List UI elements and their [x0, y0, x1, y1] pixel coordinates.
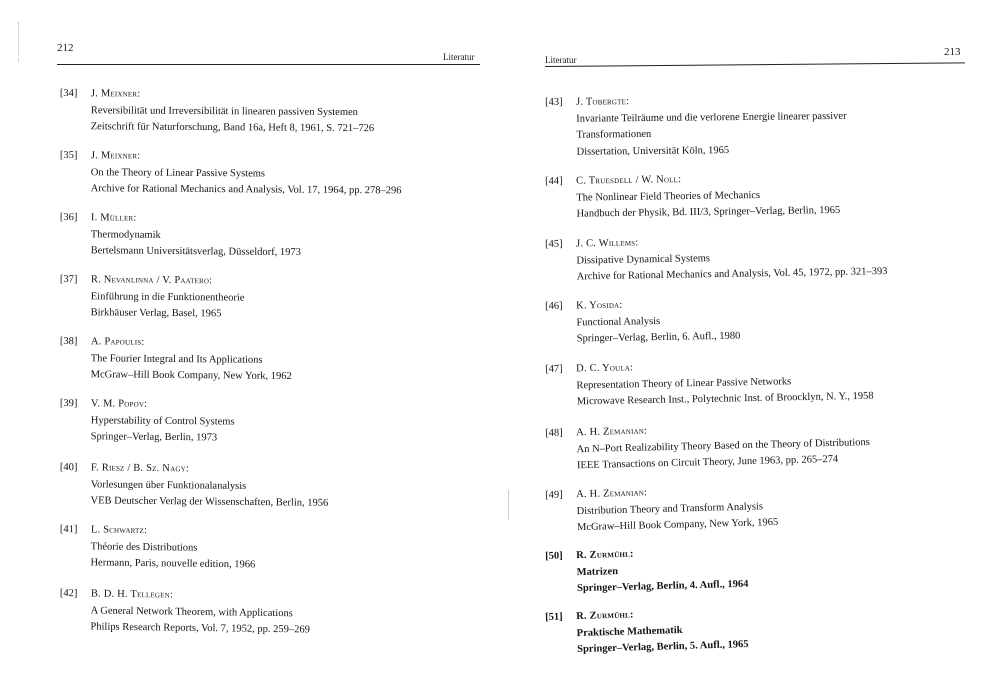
reference-title: Invariante Teilräume und die verlorene Energie linearer passiver [576, 110, 847, 125]
reference-title: Vorlesungen über Funktionalanalysis [90, 478, 247, 492]
reference-source: McGraw–Hill Book Company, New York, 1962 [90, 369, 292, 383]
reference-author: F. Riesz / B. Sz. Nagy: [90, 462, 190, 475]
reference-number: [39] [59, 397, 78, 410]
reference-body [91, 396, 235, 447]
reference-body [576, 231, 888, 286]
reference-body [91, 210, 302, 261]
reference-source: Bertelsmann Universitätsverlag, Düsseldorf, 1973 [90, 245, 301, 259]
header-rule [57, 64, 480, 65]
page-number: 212 [57, 42, 74, 54]
reference-source: Dissertation, Universität Köln, 1965 [576, 144, 730, 158]
reference-title: Representation Theory of Linear Passive Networks [576, 375, 792, 391]
reference-body [91, 86, 375, 137]
reference-author: R. Nevanlinna / V. Paatero: [90, 274, 213, 287]
reference-title: Théorie des Distributions [90, 540, 198, 554]
reference-title: On the Theory of Linear Passive Systems [90, 166, 266, 179]
reference-number: [38] [59, 335, 78, 348]
reference-author: B. D. H. Tellegen: [90, 588, 174, 601]
reference-author: J. Meixner: [90, 88, 141, 100]
reference-number: [46] [545, 300, 563, 312]
reference-number: [41] [59, 523, 78, 536]
reference-body [90, 586, 310, 639]
reference-number: [49] [545, 489, 563, 501]
reference-number: [37] [59, 273, 78, 286]
reference-source: Philips Research Reports, Vol. 7, 1952, pp. 259–269 [90, 621, 311, 636]
reference-title: Reversibilität und Irreversibilität in linearen passiven Systemen [90, 104, 358, 118]
reference-number: [45] [545, 238, 563, 250]
reference-body [576, 482, 778, 537]
reference-body [90, 460, 328, 512]
reference-source: Springer–Verlag, Berlin, 5. Aufl., 1965 [577, 638, 749, 656]
reference-source: Birkhäuser Verlag, Basel, 1965 [90, 307, 222, 320]
reference-title: Thermodynamik [90, 228, 161, 241]
reference-number: [34] [59, 87, 78, 100]
reference-author: R. Zurmühl: [576, 548, 634, 562]
reference-source: IEEE Transactions on Circuit Theory, June 1963, pp. 265–274 [576, 453, 839, 472]
reference-author: A. Papoulis: [90, 336, 145, 348]
reference-number: [42] [59, 587, 78, 600]
reference-title: The Nonlinear Field Theories of Mechanics [576, 189, 761, 204]
reference-number: [50] [545, 550, 563, 562]
reference-source: Springer–Verlag, Berlin, 4. Aufl., 1964 [576, 578, 749, 595]
reference-source: Archive for Rational Mechanics and Analysis, Vol. 45, 1972, pp. 321–393 [576, 266, 888, 283]
margin-marks [18, 22, 21, 62]
reference-number: [47] [545, 363, 563, 375]
reference-body [576, 418, 870, 475]
reference-number: [40] [59, 461, 78, 474]
reference-body [576, 604, 749, 659]
reference-body [91, 334, 293, 385]
reference-body [91, 148, 402, 200]
running-head: Literatur [545, 55, 577, 65]
reference-title: The Fourier Integral and Its Applications [90, 352, 263, 366]
reference-source: Handbuch der Physik, Bd. III/3, Springer–Verlag, Berlin, 1965 [576, 204, 841, 220]
reference-author: C. Truesdell / W. Noll: [576, 174, 682, 187]
reference-source: Springer–Verlag, Berlin, 1973 [90, 431, 218, 444]
reference-source: VEB Deutscher Verlag der Wissenschaften, Berlin, 1956 [90, 495, 329, 509]
reference-body [576, 170, 840, 223]
reference-author: J. Tobergte: [576, 96, 630, 108]
reference-number: [48] [545, 427, 563, 439]
reference-body [576, 544, 749, 598]
reference-source: Transformationen [576, 128, 652, 141]
reference-title: Distribution Theory and Transform Analysis [576, 500, 764, 517]
reference-source: Zeitschrift für Naturforschung, Band 16a, Heft 8, 1961, S. 721–726 [90, 121, 375, 135]
page-number: 213 [944, 46, 961, 58]
reference-author: J. Meixner: [90, 150, 141, 162]
reference-title: A General Network Theorem, with Applications [90, 604, 293, 619]
reference-title: Praktische Mathematik [576, 624, 683, 639]
reference-number: [44] [545, 175, 563, 187]
reference-title: Einführung in die Funktionentheorie [90, 290, 245, 304]
reference-author: A. H. Zemanian: [576, 487, 648, 501]
reference-number: [43] [545, 96, 563, 108]
reference-author: J. C. Willems: [576, 237, 639, 250]
reference-author: A. H. Zemanian: [576, 425, 648, 439]
reference-source: Hermann, Paris, nouvelle edition, 1966 [90, 557, 256, 571]
spine-mark [508, 490, 509, 520]
right-page [500, 0, 1000, 678]
reference-title: Matrizen [576, 565, 619, 578]
reference-source: McGraw–Hill Book Company, New York, 1965 [576, 516, 779, 534]
reference-title: Functional Analysis [576, 315, 661, 328]
reference-body [90, 522, 255, 574]
reference-number: [51] [545, 611, 563, 623]
reference-author: L. Schwartz: [90, 524, 148, 537]
reference-author: K. Yosida: [576, 299, 623, 312]
reference-source: Springer–Verlag, Berlin, 6. Aufl., 1980 [576, 330, 741, 345]
reference-author: R. Zurmühl: [576, 609, 634, 623]
reference-title: An N–Port Realizability Theory Based on the Theory of Distributions [576, 436, 870, 455]
reference-title: Hyperstability of Control Systems [90, 414, 235, 428]
reference-author: I. Müller: [90, 212, 137, 224]
reference-source: Microwave Research Inst., Polytechnic Inst. of Broocklyn, N. Y., 1958 [576, 390, 874, 408]
running-head: Literatur [443, 52, 475, 62]
reference-number: [35] [59, 149, 78, 162]
reference-title: Dissipative Dynamical Systems [576, 252, 711, 266]
reference-body [91, 272, 245, 323]
reference-source: Archive for Rational Mechanics and Analysis, Vol. 17, 1964, pp. 278–296 [90, 183, 402, 197]
reference-body [576, 92, 847, 161]
reference-author: D. C. Youla: [576, 362, 634, 375]
reference-number: [36] [59, 211, 78, 224]
reference-author: V. M. Popov: [90, 398, 148, 410]
header-rule [545, 62, 965, 67]
reference-body [576, 296, 740, 348]
reference-body [576, 356, 874, 411]
